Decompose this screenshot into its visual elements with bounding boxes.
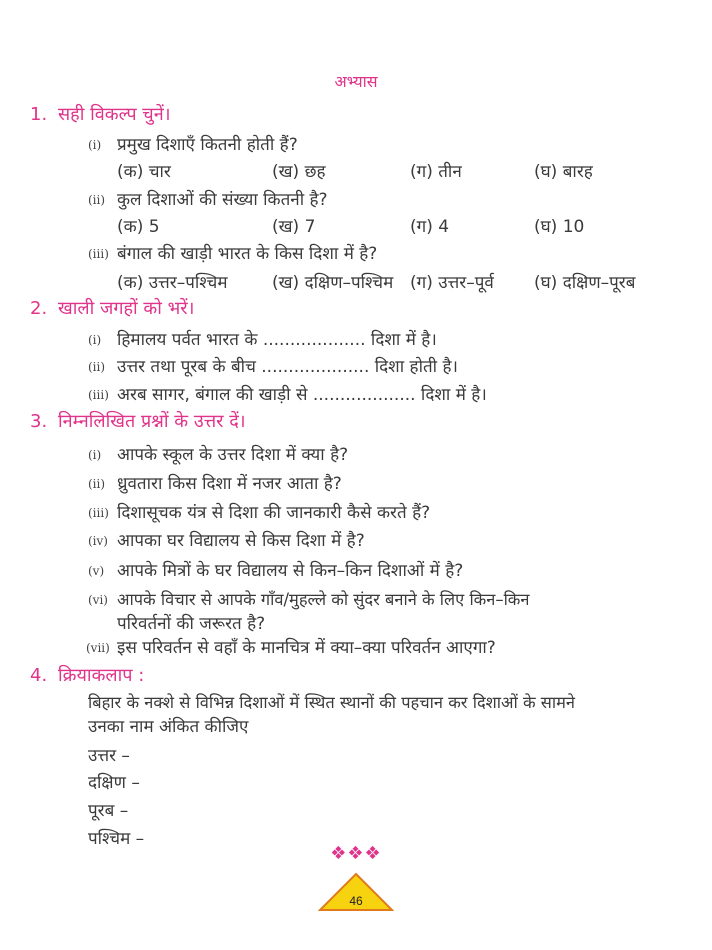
question-text: आपका घर विद्यालय से किस दिशा में है? [117,531,365,551]
question-text: कुल दिशाओं की संख्या कितनी है? [117,190,328,210]
direction-south: दक्षिण – [88,773,140,793]
option-c: (ग) तीन [410,162,462,182]
roman-numeral: (i) [88,138,102,152]
activity-instruction-continued: उनका नाम अंकित कीजिए [88,717,249,737]
page-number: 46 [349,894,363,908]
section-number: 2. [30,298,48,319]
direction-east: पूरब – [88,801,129,821]
question-text-continued: परिवर्तनों की जरूरत है? [117,614,266,634]
option-a: (क) चार [117,162,171,182]
page-number-badge [318,872,394,912]
option-d: (घ) 10 [534,217,585,237]
section-title: सही विकल्प चुनें। [58,104,171,125]
section-2-heading [30,296,194,320]
ornament-divider: ❖❖❖ [330,843,382,864]
roman-numeral: (iv) [88,534,108,548]
option-b: (ख) दक्षिण–पश्चिम [272,273,394,293]
section-1-heading [30,102,171,126]
fill-blank-text: अरब सागर, बंगाल की खाड़ी से ................... दिशा में है। [117,385,487,405]
option-a: (क) 5 [117,217,160,237]
option-a: (क) उत्तर–पश्चिम [117,273,228,293]
roman-numeral: (ii) [88,193,106,207]
option-b: (ख) 7 [272,217,316,237]
section-title: क्रियाकलाप : [58,665,145,686]
roman-numeral: (v) [88,564,105,578]
option-c: (ग) 4 [410,217,450,237]
question-text: आपके मित्रों के घर विद्यालय से किन–किन दिशाओं में है? [117,561,464,581]
section-3-heading [30,409,246,433]
option-d: (घ) दक्षिण–पूरब [534,273,636,293]
question-text: दिशासूचक यंत्र से दिशा की जानकारी कैसे करते हैं? [117,503,431,523]
question-text: ध्रुवतारा किस दिशा में नजर आता है? [117,474,342,494]
roman-numeral: (i) [88,333,102,347]
direction-north: उत्तर – [88,746,130,766]
section-number: 1. [30,104,48,125]
section-number: 4. [30,665,48,686]
roman-numeral: (iii) [88,247,109,261]
roman-numeral: (i) [88,448,102,462]
fill-blank-text: हिमालय पर्वत भारत के ................... दिशा में है। [117,330,437,350]
question-text: आपके विचार से आपके गाँव/मुहल्ले को सुंदर बनाने के लिए किन–किन [117,590,530,609]
question-text: बंगाल की खाड़ी भारत के किस दिशा में है? [117,244,378,264]
roman-numeral: (iii) [88,388,109,402]
section-number: 3. [30,411,48,432]
page-title: अभ्यास [334,72,378,91]
question-text: आपके स्कूल के उत्तर दिशा में क्या है? [117,445,349,465]
roman-numeral: (ii) [88,477,106,491]
option-b: (ख) छह [272,162,326,182]
question-text: इस परिवर्तन से वहाँ के मानचित्र में क्या–क्या परिवर्तन आएगा? [117,638,496,658]
option-c: (ग) उत्तर–पूर्व [410,273,494,293]
activity-instruction: बिहार के नक्शे से विभिन्न दिशाओं में स्थित स्थानों की पहचान कर दिशाओं के सामने [88,693,576,712]
section-title: खाली जगहों को भरें। [58,298,195,319]
direction-west: पश्चिम – [88,829,145,849]
fill-blank-text: उत्तर तथा पूरब के बीच .................... दिशा होती है। [117,357,458,377]
roman-numeral: (iii) [88,506,109,520]
roman-numeral: (vi) [88,593,108,607]
roman-numeral: (ii) [88,360,106,374]
section-title: निम्नलिखित प्रश्नों के उत्तर दें। [58,411,246,432]
roman-numeral: (vii) [86,641,110,655]
question-text: प्रमुख दिशाएँ कितनी होती हैं? [117,135,298,155]
option-d: (घ) बारह [534,162,593,182]
section-4-heading [30,663,144,687]
